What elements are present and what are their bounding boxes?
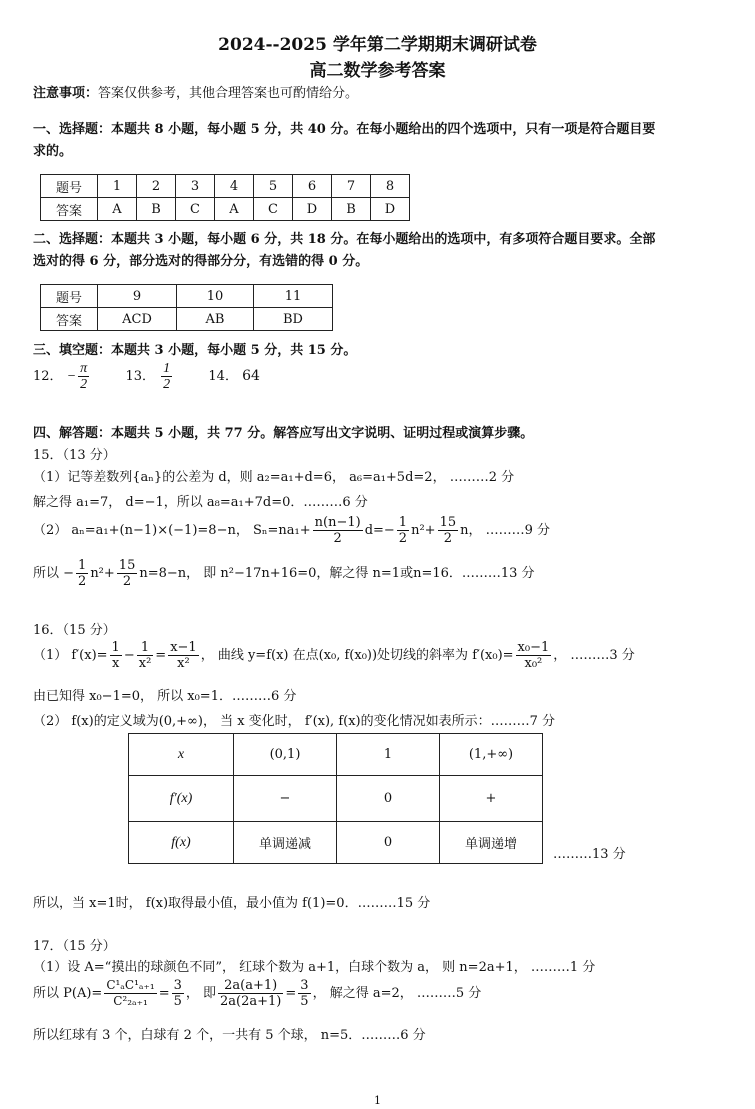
fraction [76, 558, 88, 589]
table-cell: 0 [337, 822, 440, 864]
table-cell: 5 [254, 175, 293, 198]
table-cell: 题号 [41, 175, 98, 198]
denominator: 2 [443, 531, 452, 546]
text-fragment: ， 即 [185, 986, 217, 1001]
table-cell: 答案 [41, 308, 98, 331]
table-cell: 2 [137, 175, 176, 198]
q15-line3 [33, 515, 550, 546]
fraction [104, 978, 156, 1009]
table-cell: 7 [332, 175, 371, 198]
notice-label: 注意事项： [33, 86, 99, 101]
text-fragment: d=− [364, 523, 395, 538]
denominator: x² [138, 656, 152, 671]
section3-heading: 三、填空题：本题共 3 小题，每小题 5 分，共 15 分。 [33, 343, 357, 358]
section2-heading-line1: 二、选择题：本题共 3 小题，每小题 6 分，共 18 分。在每小题给出的选项中，有多项符合题目要求。全部 [33, 232, 656, 247]
text-fragment: n， ………9 分 [460, 523, 551, 538]
denominator: C²₂ₐ₊₁ [113, 994, 148, 1008]
table-row [129, 822, 543, 864]
denominator: 2 [333, 531, 342, 546]
numerator: 15 [118, 558, 136, 573]
table-cell: A [98, 198, 137, 221]
numerator: 1 [398, 515, 408, 530]
q15-line4 [33, 558, 535, 589]
q13-fraction [161, 361, 172, 392]
table-cell: + [440, 776, 543, 822]
section1-heading [33, 119, 745, 163]
numerator: 3 [300, 978, 309, 993]
section1-answer-table [40, 174, 410, 221]
denominator: 2 [78, 574, 87, 589]
table-cell: D [293, 198, 332, 221]
table-cell: 11 [254, 285, 333, 308]
denominator: 2 [398, 531, 408, 546]
text-fragment: − [123, 648, 135, 663]
q13-label: 13． [125, 369, 155, 384]
table-row [41, 285, 333, 308]
q17-header: 17．（15 分） [33, 939, 116, 954]
text-fragment: = [158, 986, 170, 1001]
section2-heading-line2: 选对的得 6 分，部分选对的得部分分，有选错的得 0 分。 [33, 254, 369, 269]
numerator: n(n−1) [314, 515, 361, 530]
q15-header: 15．（13 分） [33, 448, 116, 463]
text-fragment: ， ………3 分 [553, 648, 635, 663]
table-cell: B [332, 198, 371, 221]
text-fragment: = [285, 986, 297, 1001]
table-row [129, 776, 543, 822]
numerator: 2a(a+1) [218, 978, 283, 994]
table-cell: 4 [215, 175, 254, 198]
notice-text: 答案仅供参考，其他合理答案也可酌情给分。 [98, 86, 359, 101]
table-row [129, 734, 543, 776]
text-fragment: n²+ [90, 566, 115, 581]
numerator: x−1 [170, 640, 197, 655]
numerator: 1 [111, 640, 120, 655]
section4-heading: 四、解答题：本题共 5 小题，共 77 分。解答应写出文字说明、证明过程或演算步骤。 [33, 426, 534, 441]
text-fragment: 所以 − [33, 566, 75, 581]
table-cell: f(x) [129, 822, 234, 864]
table-cell: A [215, 198, 254, 221]
q12-denominator: 2 [80, 377, 88, 392]
text-fragment: （2） aₙ=a₁+(n−1)×(−1)=8−n， Sₙ=na₁+ [33, 523, 311, 538]
table-cell: 10 [177, 285, 254, 308]
fraction [438, 515, 459, 546]
fraction [117, 558, 138, 589]
q13-denominator: 2 [163, 377, 171, 392]
document-subtitle: 高二数学参考答案 [309, 61, 446, 81]
text-fragment: = [155, 648, 167, 663]
q12-sign: − [66, 369, 77, 384]
table-cell: 0 [337, 776, 440, 822]
table-cell: 1 [98, 175, 137, 198]
document-title: 2024--2025 学年第二学期期末调研试卷 [218, 35, 537, 55]
table-cell: ACD [98, 308, 177, 331]
table-cell: − [234, 776, 337, 822]
fraction [218, 978, 283, 1009]
fraction [313, 515, 363, 546]
q12-fraction [78, 361, 89, 392]
q17-line3: 所以红球有 3 个，白球有 2 个，一共有 5 个球， n=5．………6 分 [33, 1028, 426, 1043]
table-cell: C [254, 198, 293, 221]
fraction [172, 978, 184, 1009]
section2-answer-table [40, 284, 333, 331]
table-cell: 单调递减 [234, 822, 337, 864]
table-cell: 1 [337, 734, 440, 776]
table-cell: 答案 [41, 198, 98, 221]
table-row [41, 198, 410, 221]
denominator: 2 [122, 574, 132, 589]
text-fragment: ， 曲线 y=f(x) 在点(x₀, f(x₀))处切线的斜率为 f′(x₀)= [200, 648, 514, 663]
q16-table-score: ………13 分 [553, 847, 626, 862]
numerator: 1 [137, 640, 154, 656]
text-fragment: n²+ [411, 523, 436, 538]
fill-in-answers [33, 361, 260, 392]
notice-line [33, 82, 358, 101]
denominator: 5 [173, 994, 182, 1009]
denominator: x² [177, 656, 190, 671]
section2-heading [33, 229, 745, 273]
table-cell: (0,1) [234, 734, 337, 776]
table-cell: BD [254, 308, 333, 331]
section1-heading-line2: 求的。 [33, 144, 73, 159]
q16-line1 [33, 640, 635, 671]
text-fragment: 所以 P(A)= [33, 986, 103, 1001]
fraction [110, 640, 122, 671]
table-cell: 8 [371, 175, 410, 198]
denominator: 5 [300, 994, 309, 1009]
table-cell: D [371, 198, 410, 221]
q14-answer: 64 [242, 368, 260, 384]
table-cell: 9 [98, 285, 177, 308]
fraction [298, 978, 310, 1009]
q15-line1: （1）记等差数列{aₙ}的公差为 d，则 a₂=a₁+d=6， a₆=a₁+5d=2， ………2 分 [33, 470, 515, 485]
q17-line1: （1）设 A=“摸出的球颜色不同”， 红球个数为 a+1，白球个数为 a， 则 n=2a+1， ………1 分 [33, 960, 596, 975]
text-fragment: ， 解之得 a=2， ………5 分 [312, 986, 482, 1001]
numerator: 3 [173, 978, 182, 993]
q13-numerator: 1 [163, 361, 171, 376]
numerator: 1 [78, 558, 87, 573]
fraction [137, 640, 154, 671]
denominator: x [112, 656, 120, 671]
table-cell: 单调递增 [440, 822, 543, 864]
denominator: 2a(2a+1) [220, 994, 282, 1009]
page-number: 1 [374, 1094, 381, 1107]
fraction [168, 640, 199, 671]
table-cell: C [176, 198, 215, 221]
numerator: x₀−1 [517, 640, 550, 655]
q12-label: 12． [33, 369, 63, 384]
q12-numerator: π [80, 361, 88, 376]
section1-heading-line1: 一、选择题：本题共 8 小题，每小题 5 分，共 40 分。在每小题给出的四个选项中，只有一项是符合题目要 [33, 122, 656, 137]
table-cell: (1,+∞) [440, 734, 543, 776]
text-fragment: （1） f′(x)= [33, 648, 108, 663]
table-cell: 题号 [41, 285, 98, 308]
text-fragment: n=8−n， 即 n²−17n+16=0，解之得 n=1或n=16．………13 分 [139, 566, 535, 581]
table-cell: f′(x) [129, 776, 234, 822]
table-row [41, 175, 410, 198]
numerator: C¹ₐC¹ₐ₊₁ [106, 978, 155, 992]
q16-line4: 所以，当 x=1时， f(x)取得最小值，最小值为 f(1)=0．………15 分 [33, 896, 431, 911]
table-cell: B [137, 198, 176, 221]
table-cell: AB [177, 308, 254, 331]
q15-line2: 解之得 a₁=7， d=−1，所以 a₈=a₁+7d=0．………6 分 [33, 495, 368, 510]
q16-variation-table [128, 733, 543, 864]
table-row [41, 308, 333, 331]
table-cell: x [129, 734, 234, 776]
table-cell: 3 [176, 175, 215, 198]
q14-label: 14． [208, 369, 238, 384]
denominator: x₀² [524, 656, 543, 671]
numerator: 15 [439, 515, 457, 530]
table-cell: 6 [293, 175, 332, 198]
q16-line2: 由已知得 x₀−1=0， 所以 x₀=1．………6 分 [33, 689, 297, 704]
q16-line3: （2） f(x)的定义域为(0,+∞)， 当 x 变化时， f′(x), f(x)的变化情况如表所示：………7 分 [33, 714, 556, 729]
q17-line2 [33, 978, 481, 1009]
q16-header: 16．（15 分） [33, 623, 116, 638]
fraction [516, 640, 552, 671]
fraction [397, 515, 409, 546]
